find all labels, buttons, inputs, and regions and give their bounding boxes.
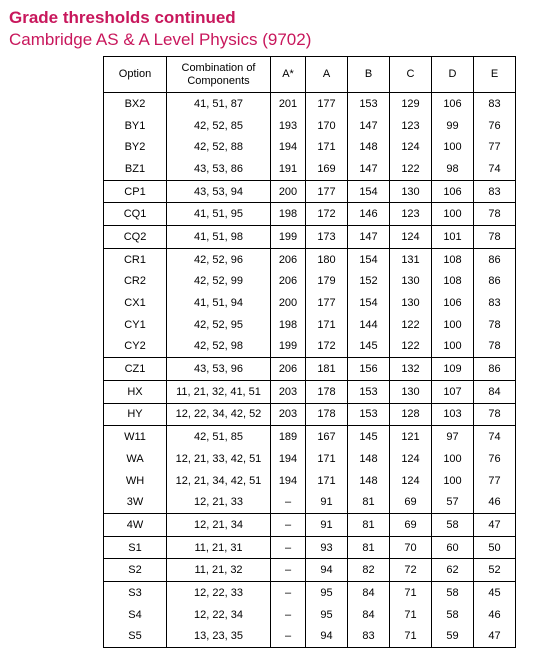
a-cell: 179 (306, 271, 348, 293)
combination-cell: 12, 21, 34 (167, 514, 271, 537)
option-cell: S1 (104, 536, 167, 559)
column-header-c: C (390, 57, 432, 93)
column-header-a: A (306, 57, 348, 93)
c-cell: 121 (390, 426, 432, 448)
c-cell: 123 (390, 115, 432, 137)
b-cell: 152 (348, 271, 390, 293)
a-cell: 95 (306, 604, 348, 626)
option-cell: S4 (104, 604, 167, 626)
combination-cell: 11, 21, 32, 41, 51 (167, 380, 271, 403)
option-cell: S5 (104, 626, 167, 648)
combination-cell: 41, 51, 87 (167, 93, 271, 115)
a-star-cell: – (271, 514, 306, 537)
b-cell: 81 (348, 514, 390, 537)
c-cell: 131 (390, 248, 432, 270)
c-cell: 122 (390, 336, 432, 358)
option-cell: BX2 (104, 93, 167, 115)
a-star-cell: 189 (271, 426, 306, 448)
c-cell: 71 (390, 604, 432, 626)
e-cell: 47 (474, 514, 516, 537)
a-star-cell: 198 (271, 203, 306, 226)
c-cell: 128 (390, 403, 432, 426)
c-cell: 70 (390, 536, 432, 559)
combination-cell: 11, 21, 31 (167, 536, 271, 559)
a-cell: 180 (306, 248, 348, 270)
d-cell: 106 (432, 292, 474, 314)
b-cell: 156 (348, 358, 390, 381)
b-cell: 83 (348, 626, 390, 648)
e-cell: 78 (474, 336, 516, 358)
b-cell: 154 (348, 180, 390, 203)
a-cell: 171 (306, 314, 348, 336)
a-cell: 91 (306, 514, 348, 537)
e-cell: 86 (474, 358, 516, 381)
table-row (104, 426, 516, 448)
e-cell: 52 (474, 559, 516, 582)
option-cell: WA (104, 448, 167, 470)
a-star-cell: 200 (271, 292, 306, 314)
page-title: Grade thresholds continued (9, 8, 236, 27)
c-cell: 130 (390, 380, 432, 403)
option-cell: HY (104, 403, 167, 426)
d-cell: 106 (432, 180, 474, 203)
column-header-combination: Combination of Components (167, 57, 271, 93)
combination-cell: 41, 51, 94 (167, 292, 271, 314)
table-row (104, 470, 516, 492)
combination-cell: 12, 21, 33 (167, 491, 271, 513)
option-cell: CY1 (104, 314, 167, 336)
a-star-cell: 198 (271, 314, 306, 336)
e-cell: 47 (474, 626, 516, 648)
table-row (104, 248, 516, 270)
option-cell: BZ1 (104, 158, 167, 180)
c-cell: 132 (390, 358, 432, 381)
d-cell: 100 (432, 336, 474, 358)
b-cell: 146 (348, 203, 390, 226)
table-row (104, 292, 516, 314)
e-cell: 76 (474, 448, 516, 470)
table-row (104, 626, 516, 648)
header-row (104, 57, 516, 93)
combination-cell: 12, 22, 34, 42, 52 (167, 403, 271, 426)
a-cell: 94 (306, 626, 348, 648)
c-cell: 71 (390, 626, 432, 648)
d-cell: 108 (432, 248, 474, 270)
table-row (104, 514, 516, 537)
e-cell: 78 (474, 226, 516, 249)
a-star-cell: – (271, 582, 306, 604)
d-cell: 59 (432, 626, 474, 648)
a-star-cell: 194 (271, 448, 306, 470)
a-star-cell: – (271, 604, 306, 626)
a-star-cell: 194 (271, 470, 306, 492)
e-cell: 50 (474, 536, 516, 559)
option-cell: W11 (104, 426, 167, 448)
table-row (104, 158, 516, 180)
combination-cell: 12, 21, 34, 42, 51 (167, 470, 271, 492)
c-cell: 124 (390, 470, 432, 492)
b-cell: 84 (348, 582, 390, 604)
table-row (104, 226, 516, 249)
a-star-cell: – (271, 491, 306, 513)
e-cell: 78 (474, 403, 516, 426)
combination-cell: 43, 53, 96 (167, 358, 271, 381)
e-cell: 74 (474, 426, 516, 448)
column-header-e: E (474, 57, 516, 93)
b-cell: 145 (348, 426, 390, 448)
a-cell: 95 (306, 582, 348, 604)
table-row (104, 559, 516, 582)
b-cell: 153 (348, 380, 390, 403)
d-cell: 100 (432, 470, 474, 492)
a-star-cell: 199 (271, 336, 306, 358)
b-cell: 82 (348, 559, 390, 582)
d-cell: 103 (432, 403, 474, 426)
b-cell: 81 (348, 491, 390, 513)
e-cell: 83 (474, 292, 516, 314)
b-cell: 147 (348, 158, 390, 180)
a-cell: 94 (306, 559, 348, 582)
table-row (104, 604, 516, 626)
a-cell: 173 (306, 226, 348, 249)
d-cell: 108 (432, 271, 474, 293)
a-cell: 167 (306, 426, 348, 448)
combination-cell: 12, 22, 33 (167, 582, 271, 604)
b-cell: 147 (348, 115, 390, 137)
b-cell: 148 (348, 470, 390, 492)
a-cell: 177 (306, 180, 348, 203)
a-star-cell: 193 (271, 115, 306, 137)
c-cell: 130 (390, 292, 432, 314)
a-cell: 177 (306, 93, 348, 115)
combination-cell: 43, 53, 86 (167, 158, 271, 180)
c-cell: 71 (390, 582, 432, 604)
option-cell: CY2 (104, 336, 167, 358)
e-cell: 86 (474, 248, 516, 270)
c-cell: 69 (390, 514, 432, 537)
option-cell: BY2 (104, 136, 167, 158)
option-cell: HX (104, 380, 167, 403)
b-cell: 153 (348, 93, 390, 115)
a-cell: 91 (306, 491, 348, 513)
table-body (104, 93, 516, 648)
table-row (104, 203, 516, 226)
a-star-cell: 203 (271, 380, 306, 403)
b-cell: 153 (348, 403, 390, 426)
a-cell: 169 (306, 158, 348, 180)
e-cell: 78 (474, 314, 516, 336)
combination-cell: 13, 23, 35 (167, 626, 271, 648)
d-cell: 100 (432, 314, 474, 336)
a-star-cell: 203 (271, 403, 306, 426)
combination-cell: 42, 52, 88 (167, 136, 271, 158)
option-cell: CQ2 (104, 226, 167, 249)
table-row (104, 271, 516, 293)
table-row (104, 115, 516, 137)
a-star-cell: 206 (271, 358, 306, 381)
option-cell: BY1 (104, 115, 167, 137)
table-row (104, 336, 516, 358)
page-subtitle: Cambridge AS & A Level Physics (9702) (9, 30, 312, 49)
b-cell: 144 (348, 314, 390, 336)
a-cell: 172 (306, 336, 348, 358)
column-header-d: D (432, 57, 474, 93)
option-cell: S2 (104, 559, 167, 582)
a-cell: 177 (306, 292, 348, 314)
d-cell: 100 (432, 448, 474, 470)
combination-cell: 41, 51, 98 (167, 226, 271, 249)
option-cell: CR1 (104, 248, 167, 270)
d-cell: 98 (432, 158, 474, 180)
table-row (104, 358, 516, 381)
c-cell: 123 (390, 203, 432, 226)
grade-thresholds-table (103, 56, 516, 648)
option-cell: CR2 (104, 271, 167, 293)
option-cell: CP1 (104, 180, 167, 203)
column-header-a-star: A* (271, 57, 306, 93)
table-row (104, 536, 516, 559)
b-cell: 147 (348, 226, 390, 249)
b-cell: 81 (348, 536, 390, 559)
b-cell: 84 (348, 604, 390, 626)
b-cell: 148 (348, 136, 390, 158)
e-cell: 84 (474, 380, 516, 403)
combination-cell: 12, 22, 34 (167, 604, 271, 626)
table-row (104, 136, 516, 158)
combination-cell: 42, 52, 95 (167, 314, 271, 336)
a-star-cell: 200 (271, 180, 306, 203)
d-cell: 106 (432, 93, 474, 115)
combination-cell: 11, 21, 32 (167, 559, 271, 582)
e-cell: 45 (474, 582, 516, 604)
c-cell: 124 (390, 136, 432, 158)
c-cell: 122 (390, 158, 432, 180)
a-cell: 170 (306, 115, 348, 137)
combination-cell: 42, 51, 85 (167, 426, 271, 448)
d-cell: 58 (432, 582, 474, 604)
d-cell: 62 (432, 559, 474, 582)
a-star-cell: – (271, 559, 306, 582)
a-star-cell: 191 (271, 158, 306, 180)
d-cell: 97 (432, 426, 474, 448)
option-cell: CQ1 (104, 203, 167, 226)
d-cell: 100 (432, 136, 474, 158)
b-cell: 154 (348, 292, 390, 314)
combination-cell: 42, 52, 96 (167, 248, 271, 270)
table-row (104, 582, 516, 604)
d-cell: 101 (432, 226, 474, 249)
d-cell: 100 (432, 203, 474, 226)
b-cell: 148 (348, 448, 390, 470)
a-star-cell: 199 (271, 226, 306, 249)
table-row (104, 180, 516, 203)
d-cell: 99 (432, 115, 474, 137)
e-cell: 46 (474, 491, 516, 513)
c-cell: 72 (390, 559, 432, 582)
a-star-cell: 206 (271, 248, 306, 270)
table-row (104, 314, 516, 336)
e-cell: 77 (474, 470, 516, 492)
column-header-b: B (348, 57, 390, 93)
e-cell: 83 (474, 180, 516, 203)
c-cell: 124 (390, 448, 432, 470)
table-row (104, 491, 516, 513)
a-cell: 172 (306, 203, 348, 226)
b-cell: 154 (348, 248, 390, 270)
combination-cell: 41, 51, 95 (167, 203, 271, 226)
a-star-cell: – (271, 536, 306, 559)
option-cell: 3W (104, 491, 167, 513)
table-header (104, 57, 516, 93)
c-cell: 122 (390, 314, 432, 336)
c-cell: 130 (390, 271, 432, 293)
option-cell: S3 (104, 582, 167, 604)
a-cell: 181 (306, 358, 348, 381)
table-row (104, 448, 516, 470)
b-cell: 145 (348, 336, 390, 358)
e-cell: 74 (474, 158, 516, 180)
d-cell: 57 (432, 491, 474, 513)
d-cell: 58 (432, 604, 474, 626)
combination-cell: 12, 21, 33, 42, 51 (167, 448, 271, 470)
c-cell: 130 (390, 180, 432, 203)
a-star-cell: 201 (271, 93, 306, 115)
a-cell: 171 (306, 470, 348, 492)
a-star-cell: 206 (271, 271, 306, 293)
a-cell: 178 (306, 403, 348, 426)
combination-cell: 42, 52, 85 (167, 115, 271, 137)
a-cell: 93 (306, 536, 348, 559)
d-cell: 60 (432, 536, 474, 559)
e-cell: 86 (474, 271, 516, 293)
d-cell: 109 (432, 358, 474, 381)
a-star-cell: 194 (271, 136, 306, 158)
combination-cell: 42, 52, 99 (167, 271, 271, 293)
option-cell: 4W (104, 514, 167, 537)
option-cell: CX1 (104, 292, 167, 314)
column-header-option: Option (104, 57, 167, 93)
table-row (104, 93, 516, 115)
combination-cell: 43, 53, 94 (167, 180, 271, 203)
option-cell: CZ1 (104, 358, 167, 381)
d-cell: 107 (432, 380, 474, 403)
a-cell: 178 (306, 380, 348, 403)
e-cell: 77 (474, 136, 516, 158)
c-cell: 129 (390, 93, 432, 115)
a-cell: 171 (306, 448, 348, 470)
a-star-cell: – (271, 626, 306, 648)
a-cell: 171 (306, 136, 348, 158)
e-cell: 76 (474, 115, 516, 137)
c-cell: 69 (390, 491, 432, 513)
table-row (104, 403, 516, 426)
e-cell: 46 (474, 604, 516, 626)
option-cell: WH (104, 470, 167, 492)
combination-cell: 42, 52, 98 (167, 336, 271, 358)
e-cell: 83 (474, 93, 516, 115)
e-cell: 78 (474, 203, 516, 226)
table-row (104, 380, 516, 403)
d-cell: 58 (432, 514, 474, 537)
c-cell: 124 (390, 226, 432, 249)
